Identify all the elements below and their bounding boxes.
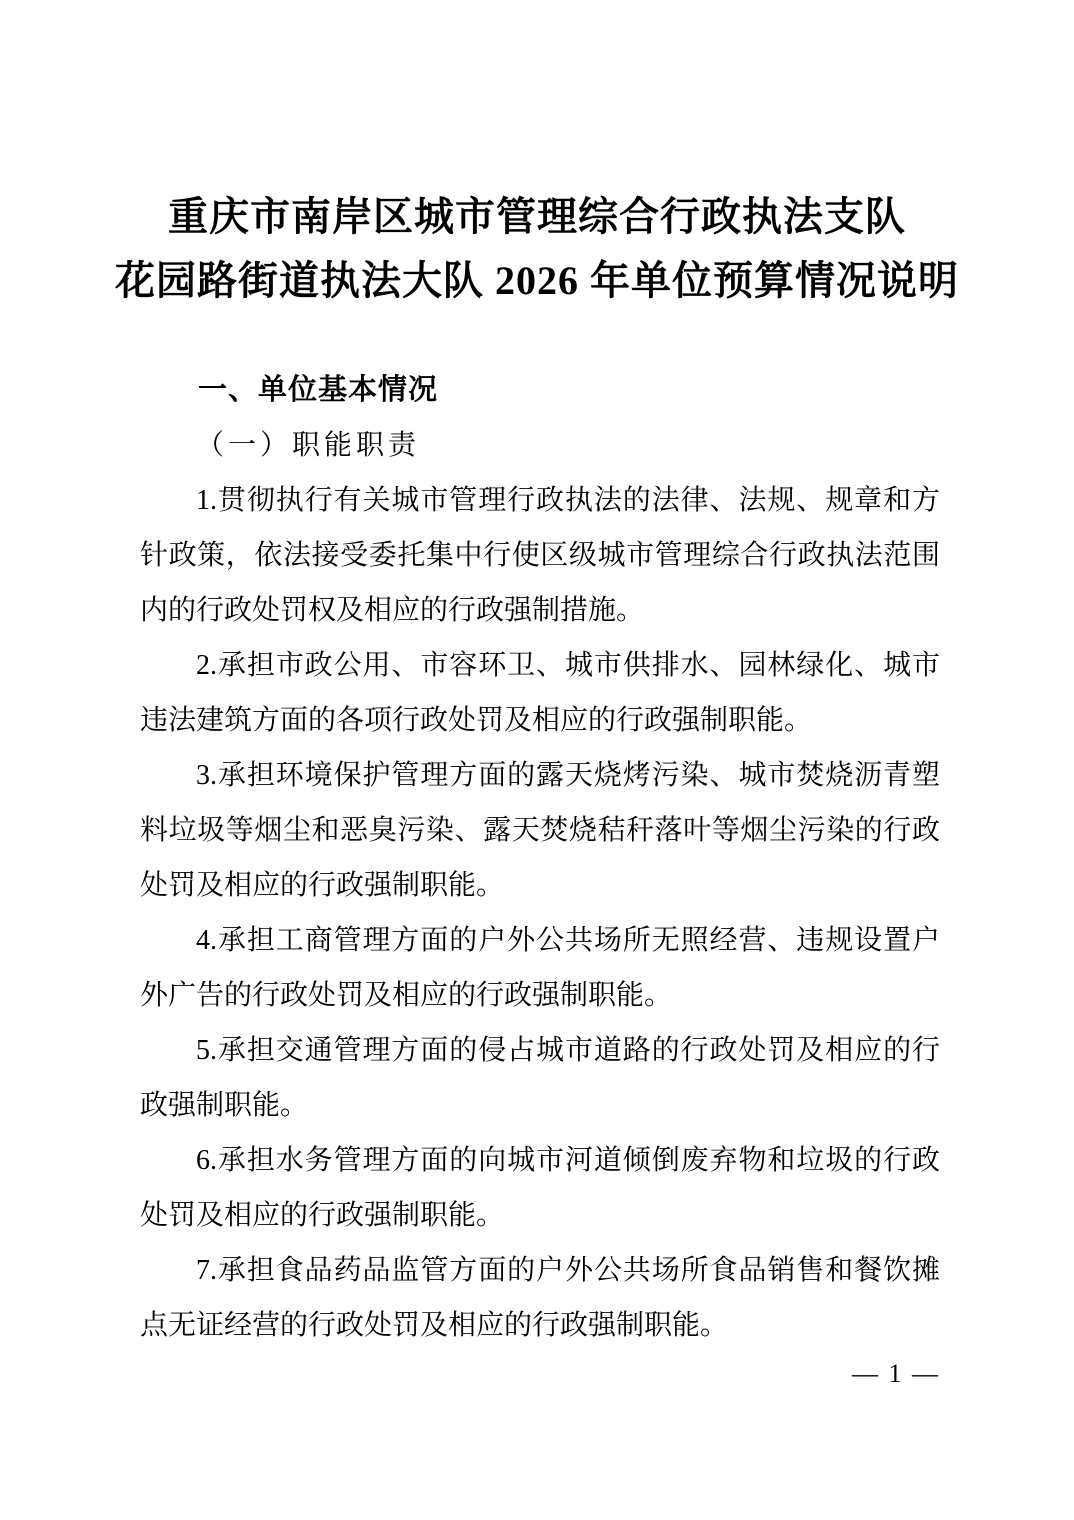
section-heading-basic-info: 一、单位基本情况 — [198, 374, 439, 406]
document-body — [140, 363, 940, 1353]
duty-paragraph-1: 1.贯彻执行有关城市管理行政执法的法律、法规、规章和方针政策，依法接受委托集中行使区级城市管理综合行政执法范围内的行政处罚权及相应的行政强制措施。 — [140, 485, 940, 626]
duty-paragraph-5: 5.承担交通管理方面的侵占城市道路的行政处罚及相应的行政强制职能。 — [140, 1035, 940, 1121]
document-title — [0, 0, 1074, 313]
subsection-heading-duties: （一）职能职责 — [196, 430, 421, 461]
duty-paragraph-4: 4.承担工商管理方面的户外公共场所无照经营、违规设置户外广告的行政处罚及相应的行政强制职能。 — [140, 925, 940, 1011]
duty-paragraph-2: 2.承担市政公用、市容环卫、城市供排水、园林绿化、城市违法建筑方面的各项行政处罚及相应的行政强制职能。 — [140, 650, 940, 736]
document-title-line1: 重庆市南岸区城市管理综合行政执法支队 — [168, 194, 906, 239]
duty-paragraph-3: 3.承担环境保护管理方面的露天烧烤污染、城市焚烧沥青塑料垃圾等烟尘和恶臭污染、露天焚烧秸秆落叶等烟尘污染的行政处罚及相应的行政强制职能。 — [140, 760, 940, 901]
page-number: — 1 — — [852, 1359, 940, 1388]
duty-paragraph-6: 6.承担水务管理方面的向城市河道倾倒废弃物和垃圾的行政处罚及相应的行政强制职能。 — [140, 1145, 940, 1231]
document-title-line2: 花园路街道执法大队 2026 年单位预算情况说明 — [115, 258, 959, 303]
duty-paragraph-7: 7.承担食品药品监管方面的户外公共场所食品销售和餐饮摊点无证经营的行政处罚及相应的行政强制职能。 — [140, 1255, 940, 1341]
